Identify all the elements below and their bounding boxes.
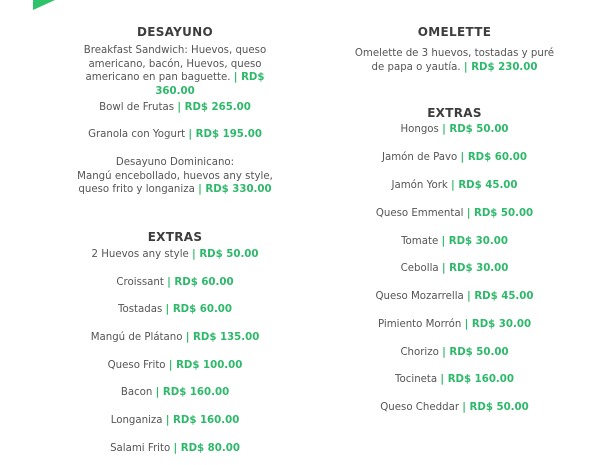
item-price: | RD$ 330.00 bbox=[198, 184, 272, 195]
item-name: Cebolla bbox=[400, 263, 439, 274]
item-price: | RD$ 50.00 bbox=[192, 249, 258, 260]
extra-item bbox=[65, 331, 285, 345]
menu-item-granola bbox=[65, 128, 285, 142]
item-price: | RD$ 135.00 bbox=[186, 332, 260, 343]
item-name: Queso Emmental bbox=[375, 208, 464, 219]
extra-item bbox=[352, 151, 557, 165]
extra-item bbox=[352, 373, 557, 387]
extra-item bbox=[65, 414, 285, 428]
item-price: | RD$ 60.00 bbox=[166, 304, 232, 315]
extra-item bbox=[65, 303, 285, 317]
item-price: | RD$ 195.00 bbox=[188, 129, 262, 140]
extra-item bbox=[65, 386, 285, 400]
item-price: | RD$ 30.00 bbox=[442, 263, 508, 274]
extra-item bbox=[352, 123, 557, 137]
item-name-line: queso frito y longaniza bbox=[78, 184, 195, 195]
item-price: | RD$ 230.00 bbox=[464, 62, 538, 73]
item-name: Tomate bbox=[401, 236, 439, 247]
item-price: | RD$ 360.00 bbox=[155, 72, 264, 97]
item-name-line: Breakfast Sandwich: Huevos, queso bbox=[83, 45, 267, 56]
item-price: | RD$ 265.00 bbox=[177, 102, 251, 113]
item-name: Croissant bbox=[116, 277, 164, 288]
item-price: | RD$ 60.00 bbox=[167, 277, 233, 288]
item-name-line: de papa o yautía. bbox=[371, 61, 461, 73]
extras-heading-right: EXTRAS bbox=[427, 106, 482, 120]
item-name-line: americano, bacón, Huevos, queso bbox=[88, 58, 262, 70]
extras-heading-left: EXTRAS bbox=[147, 230, 203, 244]
item-name: Queso Cheddar bbox=[380, 402, 460, 413]
item-name: Mangú de Plátano bbox=[90, 332, 183, 343]
item-name: Tocineta bbox=[395, 374, 438, 385]
item-price: | RD$ 50.00 bbox=[462, 402, 528, 413]
green-corner-decoration bbox=[33, 0, 55, 10]
item-price: | RD$ 160.00 bbox=[156, 387, 230, 398]
item-price: | RD$ 80.00 bbox=[173, 443, 239, 454]
extra-item bbox=[352, 207, 557, 221]
item-name: Granola con Yogurt bbox=[88, 129, 186, 140]
item-name: Salami Frito bbox=[110, 443, 171, 454]
extra-item bbox=[352, 401, 557, 415]
item-price: | RD$ 30.00 bbox=[465, 319, 531, 330]
menu-item-breakfast-sandwich bbox=[65, 44, 285, 98]
omelette-heading: OMELETTE bbox=[417, 25, 492, 39]
item-name: Chorizo bbox=[400, 347, 439, 358]
extra-item bbox=[352, 262, 557, 276]
extra-item bbox=[352, 290, 557, 304]
extra-item bbox=[352, 318, 557, 332]
desayuno-heading: DESAYUNO bbox=[136, 25, 214, 39]
item-name: Bowl de Frutas bbox=[99, 102, 175, 113]
item-price: | RD$ 160.00 bbox=[166, 415, 240, 426]
item-price: | RD$ 60.00 bbox=[461, 152, 527, 163]
extra-item bbox=[65, 442, 285, 456]
menu-item-desayuno-dominicano bbox=[65, 156, 285, 197]
item-price: | RD$ 30.00 bbox=[441, 236, 507, 247]
item-name: 2 Huevos any style bbox=[91, 249, 189, 260]
menu-item-bowl-de-frutas bbox=[65, 101, 285, 115]
item-price: | RD$ 160.00 bbox=[440, 374, 514, 385]
item-name-line: Omelette de 3 huevos, tostadas y puré bbox=[354, 48, 555, 59]
item-name: Jamón de Pavo bbox=[382, 152, 458, 163]
item-name: Pimiento Morrón bbox=[377, 319, 462, 330]
item-name: Longaniza bbox=[110, 415, 163, 426]
item-price: | RD$ 45.00 bbox=[451, 180, 517, 191]
extra-item bbox=[65, 276, 285, 290]
item-name: Queso Mozarrella bbox=[375, 291, 464, 302]
item-name: Bacon bbox=[120, 387, 153, 398]
item-name-line: americano en pan baguette. bbox=[85, 72, 231, 83]
item-name: Queso Frito bbox=[107, 360, 166, 371]
item-name: Tostadas bbox=[118, 304, 163, 315]
item-name-line: Desayuno Dominicano: bbox=[115, 157, 235, 168]
extra-item bbox=[352, 346, 557, 360]
item-price: | RD$ 100.00 bbox=[169, 360, 243, 371]
extra-item bbox=[65, 359, 285, 373]
extra-item bbox=[352, 179, 557, 193]
extra-item bbox=[65, 248, 285, 262]
item-name-line: Mangú encebollado, huevos any style, bbox=[77, 170, 273, 182]
item-name: Hongos bbox=[400, 124, 439, 135]
item-price: | RD$ 50.00 bbox=[467, 208, 533, 219]
item-name: Jamón York bbox=[391, 180, 448, 191]
item-price: | RD$ 50.00 bbox=[442, 124, 508, 135]
item-price: | RD$ 45.00 bbox=[467, 291, 533, 302]
extra-item bbox=[352, 235, 557, 249]
menu-item-omelette bbox=[352, 47, 557, 74]
item-price: | RD$ 50.00 bbox=[442, 347, 508, 358]
